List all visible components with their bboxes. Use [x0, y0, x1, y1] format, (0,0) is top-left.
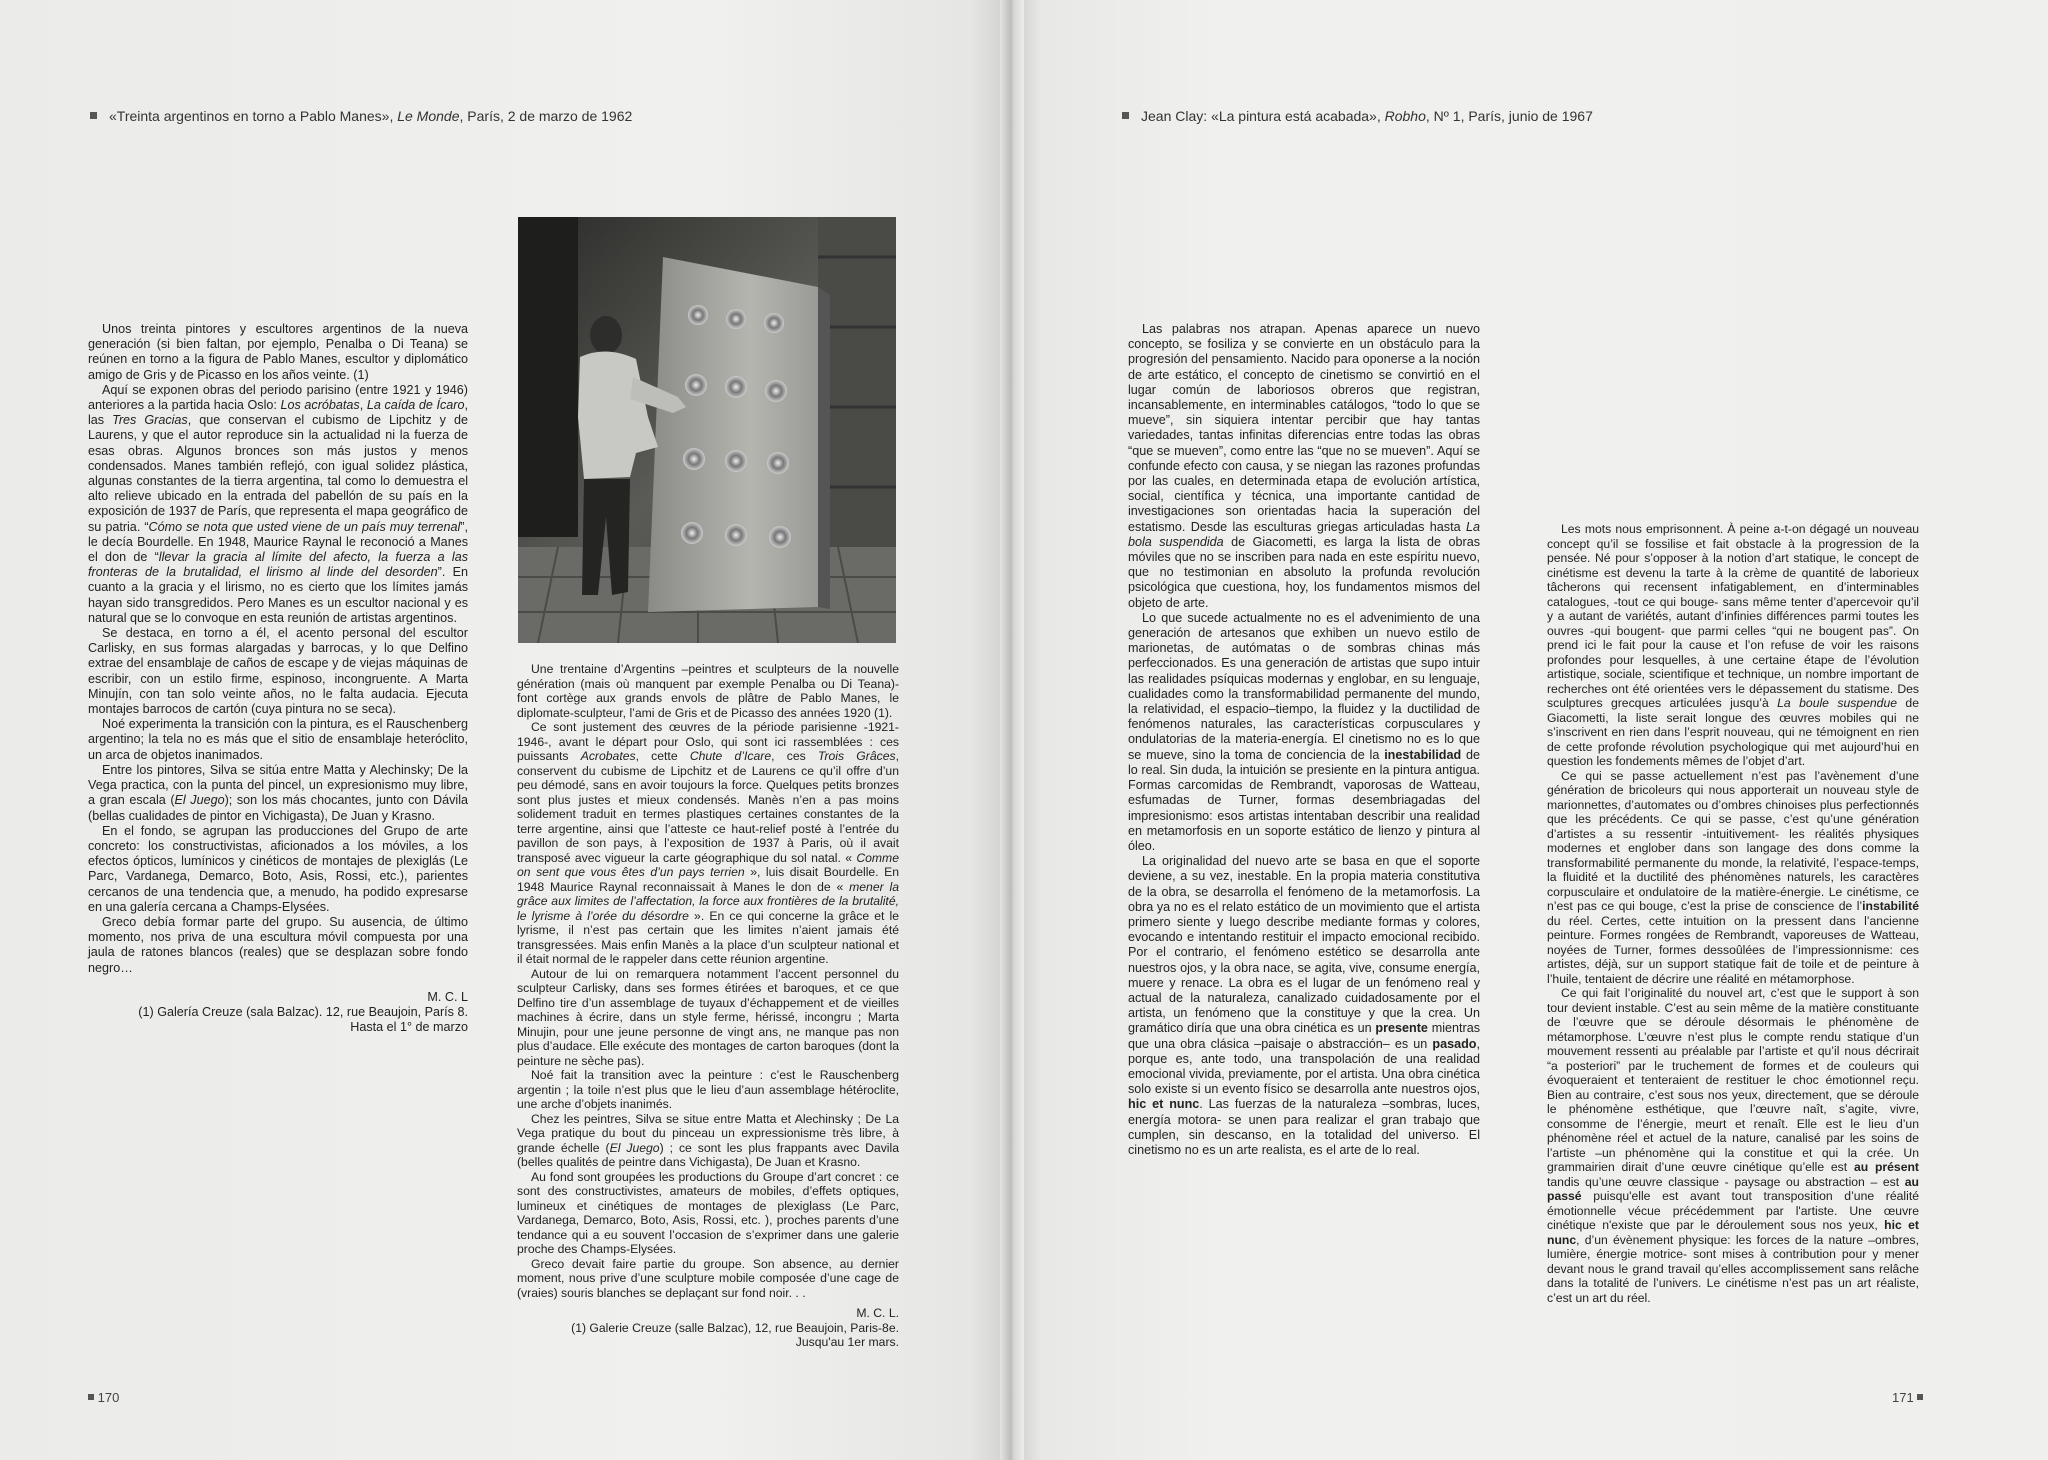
book-gutter — [1000, 0, 1024, 1460]
paragraph: Unos treinta pintores y escultores argentinos de la nueva generación (si bien faltan, por ejemplo, Penalba o Di Teana) se reúnen en torno a la figura de Pablo Manes, escultor y diplomático amigo de Gris y de Picasso en los años veinte. (1) — [88, 322, 468, 382]
footnote: (1) Galerie Creuze (salle Balzac), 12, rue Beaujoin, Paris-8e. — [571, 1320, 899, 1335]
paragraph: Une trentaine d’Argentins –peintres et sculpteurs de la nouvelle génération (mais où manquent par exemple Penalba ou Di Teana)- font cortège aux grands envols de plâtre de Pablo Manes, le diplomate-sculpteur, l’ami de Gris et de Picasso des années 1920 (1). — [517, 662, 899, 720]
header-title: Jean Clay: «La pintura está acabada», — [1141, 108, 1385, 124]
paragraph: La originalidad del nuevo arte se basa en que el soporte deviene, a su vez, inestable. En la propia materia constitutiva de la obra, se desarrolla el fenómeno de la metamorfosis. La obra ya no es el relato estático de un movimiento que el artista primero siente y luego describe mediante formas y colores, evocando e intentando restituir el impacto emocional recibido. Por el contrario, el fenómeno estético se desarrolla ante nuestros ojos, y la obra nace, se agita, vive, consume energía, muere y renace. La obra es el lugar de un fenómeno real y actual de la naturaleza, canalizado cuidadosamente por el artista, un fenómeno que la constituye y que la crea. Un gramático diría que una obra cinética es un presente mientras que una obra clásica –paisaje o abstracción– es un pasado, porque es, ante todo, una transpolación de una realidad emocional vivida, previamente, por el artista. Una obra cinética solo existe si un evento físico se desarrolla ante nuestros ojos, hic et nunc. Las fuerzas de la naturaleza –sombras, luces, energía motora- se unen para realizar el gran trabajo que cumplen, sin descanso, en la totalidad del universo. El cinetismo no es un arte realista, es el arte de lo real. — [1128, 854, 1480, 1157]
right-page-header — [1122, 108, 1593, 124]
header-source: Robho — [1384, 108, 1426, 124]
paragraph: Se destaca, en torno a él, el acento personal del escultor Carlisky, en sus formas alargadas y barrocas, y lo que Delfino extrae del ensamblaje de caños de escape y de viejas máquinas de escribir, con un estilo firme, espinoso, incongruente. A Marta Minujín, con tan solo veinte años, no le falta audacia. Ejecuta montajes barrocos de cartón (cuya pintura no se seca). — [88, 626, 468, 717]
bullet-square-icon — [90, 112, 97, 119]
french-article-column — [1547, 522, 1919, 1305]
header-source: Le Monde — [397, 108, 460, 124]
spanish-article-column — [88, 322, 468, 1035]
paragraph: Aquí se exponen obras del periodo parisino (entre 1921 y 1946) anteriores a la partida hacia Oslo: Los acróbatas, La caída de Ícaro, las Tres Gracias, que conservan el cubismo de Lipchitz y de Laurens, y que el autor reproduce sin la actualidad ni la fuerza de esas obras. Algunos bronces son más justos y menos condensados. Manes también reflejó, con igual solidez plástica, algunas constantes de la tierra argentina, tal como lo demuestra el alto relieve ubicado en la entrada del pabellón de su país en la exposición de 1937 de París, que representa el mapa geográfico de su patria. “Cómo se nota que usted viene de un país muy terrenal”, le decía Bourdelle. En 1948, Maurice Raynal le reconoció a Manes el don de “llevar la gracia al límite del afecto, la fuerza a las fronteras de la brutalidad, el lirismo al linde del desorden”. En cuanto a la gracia y el lirismo, no es cierto que los límites jamás hayan sido transgredidos. Pero Manes es un escultor nacional y es natural que se lo convoque en esta reunión de artistas argentinos. — [88, 382, 468, 625]
paragraph: Noé experimenta la transición con la pintura, es el Rauschenberg argentino; la tela no es más que el sitio de ensamblaje heteróclito, un arca de objetos inanimados. — [88, 717, 468, 762]
header-title: «Treinta argentinos en torno a Pablo Manes», — [109, 108, 398, 124]
paragraph: Greco debía formar parte del grupo. Su ausencia, de último momento, nos priva de una escultura móvil compuesta por una jaula de ratones blancos (reales) que se desplazan sobre fondo negro… — [88, 914, 468, 975]
paragraph: Chez les peintres, Silva se situe entre Matta et Alechinsky ; De La Vega pratique du bout du pinceau un expressionisme très libre, à grande échelle (El Juego) ; ce sont les plus frappants avec Davila (belles qualités de peintre dans Vichigasta), De Juan et Krasno. — [517, 1111, 899, 1169]
paragraph: Ce sont justement des œuvres de la période parisienne -1921-1946-, avant le départ pour Oslo, qui sont ici rassemblées : ces puissants Acrobates, cette Chute d’Icare, ces Trois Grâces, conservent du cubisme de Lipchitz et de Laurens ce qu’il offre d’un peu démodé, sans en avoir toujours la force. Quelques petits bronzes sont plus justes et mieux condensés. Manès n’en a pas moins solidement traduit en termes plastiques certaines constantes de la terre argentine, ainsi que l’atteste ce haut-relief posté à l’entrée du pavillon de son pays, à l’exposition de 1937 à Paris, où il avait transposé avec vigueur la carte géographique du sol natal. « Comme on sent que vous êtes d’un pays terrien », luis disait Bourdelle. En 1948 Maurice Raynal reconnaissait à Manes le don de « mener la grâce aux limites de l’affectation, la force aux frontières de la brutalité, le lyrisme à l’orée du désordre ». En ce qui concerne la grâce et le lyrisme, il n’est pas certain que les limites n’aient jamais été transgressées. Mais enfin Manès a la place d’un sculpteur national et il était normal de le rappeler dans cette réunion argentine. — [517, 720, 899, 966]
paragraph: Noé fait la transition avec la peinture : c’est le Rauschenberg argentin ; la toile n’est plus que le lieu d’aun assemblage hétéroclite, une arche d’objets inanimés. — [517, 1068, 899, 1111]
paragraph: Ce qui fait l’originalité du nouvel art, c’est que le support à son tour devient instable. C’est au sein même de la matière constituante de l’œuvre que se déroule désormais le phénomène de métamorphose. L’œuvre n’est plus le compte rendu statique d’un mouvement ressenti au préalable par l’artiste et qu’il nous décrirait “a posteriori” par le truchement de formes et de couleurs qui évoqueraient et tenteraient de restituer le choc émotionnel reçu. Bien au contraire, c’est sous nos yeux, directement, que se déroule le phénomène esthétique, que l’œuvre naît, s’agite, vivre, consomme de l’énergie, meurt et renaît. Elle est le lieu d’un phénomène réel et actuel de la nature, canalisé par les soins de l’artiste –un phénomène qui la constitue et qui la crée. Un grammairien dirait d’une œuvre cinétique qu’elle est au présent tandis qu’une œuvre classique - paysage ou abstraction – est au passé puisqu'elle est avant tout transposition d’une réalité émotionnelle vécue précédemment par l'artiste. Une œuvre cinétique n'existe que par le déroulement sous nos yeux, hic et nunc, d’un évènement physique: les forces de la nature –ombres, lumière, énergie motrice- sont mises à contribution pour y mener devant nous le grand travail qu’elles accomplissement sans relâche dans la totalité de l’univers. Le cinétisme n’est pas un art réaliste, c’est un art du réel. — [1547, 986, 1919, 1305]
paragraph: En el fondo, se agrupan las producciones del Grupo de arte concreto: los constructivistas, aficionados a los móviles, a los efectos ópticos, lumínicos y cinéticos de montajes de plexiglás (Le Parc, Vardanega, Demarco, Boto, Asis, Rossi, etc.), parientes cercanos de una tendencia que, a menudo, ha podido expresarse en una galería cercana a Champs-Elysées. — [88, 823, 468, 914]
paragraph: Greco devait faire partie du groupe. Son absence, au dernier moment, nous prive d’une sculpture mobile composée d’une cage de (vraies) souris blanches se deplaçant sur fond noir. . . — [517, 1256, 899, 1300]
artwork-photograph — [518, 217, 896, 643]
paragraph: Ce qui se passe actuellement n’est pas l’avènement d’une génération de bricoleurs qui nous apporterait un nouveau style de marionnettes, d’automates ou d’ombres chinoises plus perfectionnés que les précédents. Ce qui se passe, c’est qu’une génération d’artistes a su ressentir -intuitivement- les réalités physiques modernes et englober dans son langage des dons comme la transformabilité permanente du monde, la relativité, l’espace-temps, la fluidité et la ductilité des phénomènes naturels, les caractères corpusculaire et ondulatoire de la matière-énergie. Le cinétisme, ce n’est pas ce qui bouge, c’est la prise de conscience de l’instabilité du réel. Certes, cette intuition on la pressent dans l’ancienne peinture. Formes rongées de Rembrandt, vaporeuses de Watteau, noyées de Turner, formes dessoûlées de l’impressionnisme: ces artistes, déjà, sur un support statique fait de toile et de peinture à l’huile, tentaient de décrire une réalité en métamorphose. — [1547, 768, 1919, 986]
left-page-header — [90, 108, 632, 124]
french-article-column — [517, 662, 899, 1350]
bullet-square-icon — [88, 1394, 94, 1400]
spanish-article-column — [1128, 322, 1480, 1158]
bullet-square-icon — [1917, 1394, 1923, 1400]
footnote: Hasta el 1° de marzo — [350, 1020, 468, 1035]
paragraph: Entre los pintores, Silva se sitúa entre Matta y Alechinsky; De la Vega practica, con la punta del pincel, un expresionismo muy libre, a gran escala (El Juego); son los más chocantes, junto con Dávila (bellas cualidades de pintor en Vichigasta), De Juan y Krasno. — [88, 762, 468, 823]
footnote: (1) Galería Creuze (sala Balzac). 12, rue Beaujoin, París 8. — [138, 1004, 468, 1019]
photo-kinetic-relief-with-man — [518, 217, 896, 643]
paragraph: Au fond sont groupées les productions du Groupe d’art concret : ce sont des constructivistes, amateurs de mobiles, d’effets optiques, lumineux et cinétiques de montages de plexiglass (Le Parc, Vardanega, Demarco, Boto, Asis, Rossi, etc. ), proches parents d’une tendance qui a eu souvent l’occasion de s’exprimer dans une galerie proche des Champs-Elysées. — [517, 1169, 899, 1256]
author-signature: M. C. L — [427, 989, 468, 1004]
page-number-left: 170 — [88, 1390, 119, 1405]
paragraph: Autour de lui on remarquera notamment l’accent personnel du sculpteur Carlisky, dans ses formes étirées et baroques, et ce que Delfino tire d’un assemblage de tuyaux d’échappement et de vieilles machines à écrire, dans un style ferme, hérissé, incongru ; Marta Minujin, pour une jeune personne de vingt ans, ne manque pas non plus d’audace. Elle exécute des montages de carton baroques (dont la peinture ne sèche pas). — [517, 966, 899, 1068]
footnote: Jusqu'au 1er mars. — [795, 1335, 899, 1349]
author-signature: M. C. L. — [856, 1306, 899, 1320]
paragraph: Lo que sucede actualmente no es el advenimiento de una generación de artesanos que exhiben un nuevo estilo de marionetas, de autómatas o de sombras chinas más perfeccionados. Es una generación de artistas que supo intuir las realidades psíquicas modernas y englobar, en su lenguaje, cualidades como la transformabilidad permanente del mundo, la relatividad, el espacio–tiempo, la fluidez y la ductilidad de fenómenos naturales, las características corpusculares y ondulatorias de la materia-energía. El cinetismo no es lo que se mueve, sino la toma de conciencia de la inestabilidad de lo real. Sin duda, la intuición se presiente en la pintura antigua. Formas carcomidas de Rembrandt, vaporosas de Watteau, esfumadas de Turner, formas desembriagadas del impresionismo: esos artistas intentaban describir una realidad en metamorfosis en un soporte estático de lienzo y pintura al óleo. — [1128, 610, 1480, 853]
header-date: , Nº 1, París, junio de 1967 — [1425, 108, 1593, 124]
page-number-right: 171 — [1892, 1390, 1923, 1405]
paragraph: Les mots nous emprisonnent. À peine a-t-on dégagé un nouveau concept qu’il se fossilise et fait obstacle à la progression de la pensée. Né pour s’opposer à la notion d’art statique, le concept de cinétisme est devenu la tarte à la crème de quantité de laborieux tâcherons qui recensent infatigablement, en d’interminables catalogues, -tout ce qui bouge- sans même tenter d’apercevoir qu’il y a autant de variétés, autant d’infinies différences parmi toutes les ouvres -qui bougent- que parmi celles “qui ne bougent pas”. On prend ici le fait pour la cause et l’on refuse de voir les raisons profondes pour lesquelles, à une certaine étape de l’évolution artistique, sociale, scientifique et technique, un nombre important de recherches ont été orientées vers le dépassement du statisme. Des sculptures grecques articulées jusqu’à La boule suspendue de Giacometti, la liste serait longue des œuvres mobiles qui ne s’inscrivent en rien dans l’esprit nouveau, qui ne témoignent en rien de cette profonde révolution psychologique qui met aujourd’hui en question les fondements mêmes de l’objet d’art. — [1547, 522, 1919, 768]
bullet-square-icon — [1122, 112, 1129, 119]
paragraph: Las palabras nos atrapan. Apenas aparece un nuevo concepto, se fosiliza y se convierte en un obstáculo para la progresión del pensamiento. Nacido para oponerse a la noción de arte estático, el concepto de cinetismo se convirtió en el lugar común de laboriosos obreros que registran, incansablemente, en interminables catálogos, “todo lo que se mueve”, sin siquiera intentar percibir que hay tantas variedades, tantas infinitas diferencias entre todas las obras “que se mueven”, como entre las “que no se mueven”. Aquí se confunde efecto con causa, y se niegan las razones profundas por las cuales, en determinada etapa de evolución artística, social, científica y técnica, una importante cantidad de investigaciones son orientadas hacia la superación del estatismo. Desde las esculturas griegas articuladas hasta La bola suspendida de Giacometti, es larga la lista de obras móviles que no se inscriben para nada en este espíritu nuevo, que no testimonian en absoluto la profunda revolución psicológica que cuestiona, hoy, los fundamentos mismos del objeto de arte. — [1128, 322, 1480, 610]
header-date: , París, 2 de marzo de 1962 — [459, 108, 633, 124]
